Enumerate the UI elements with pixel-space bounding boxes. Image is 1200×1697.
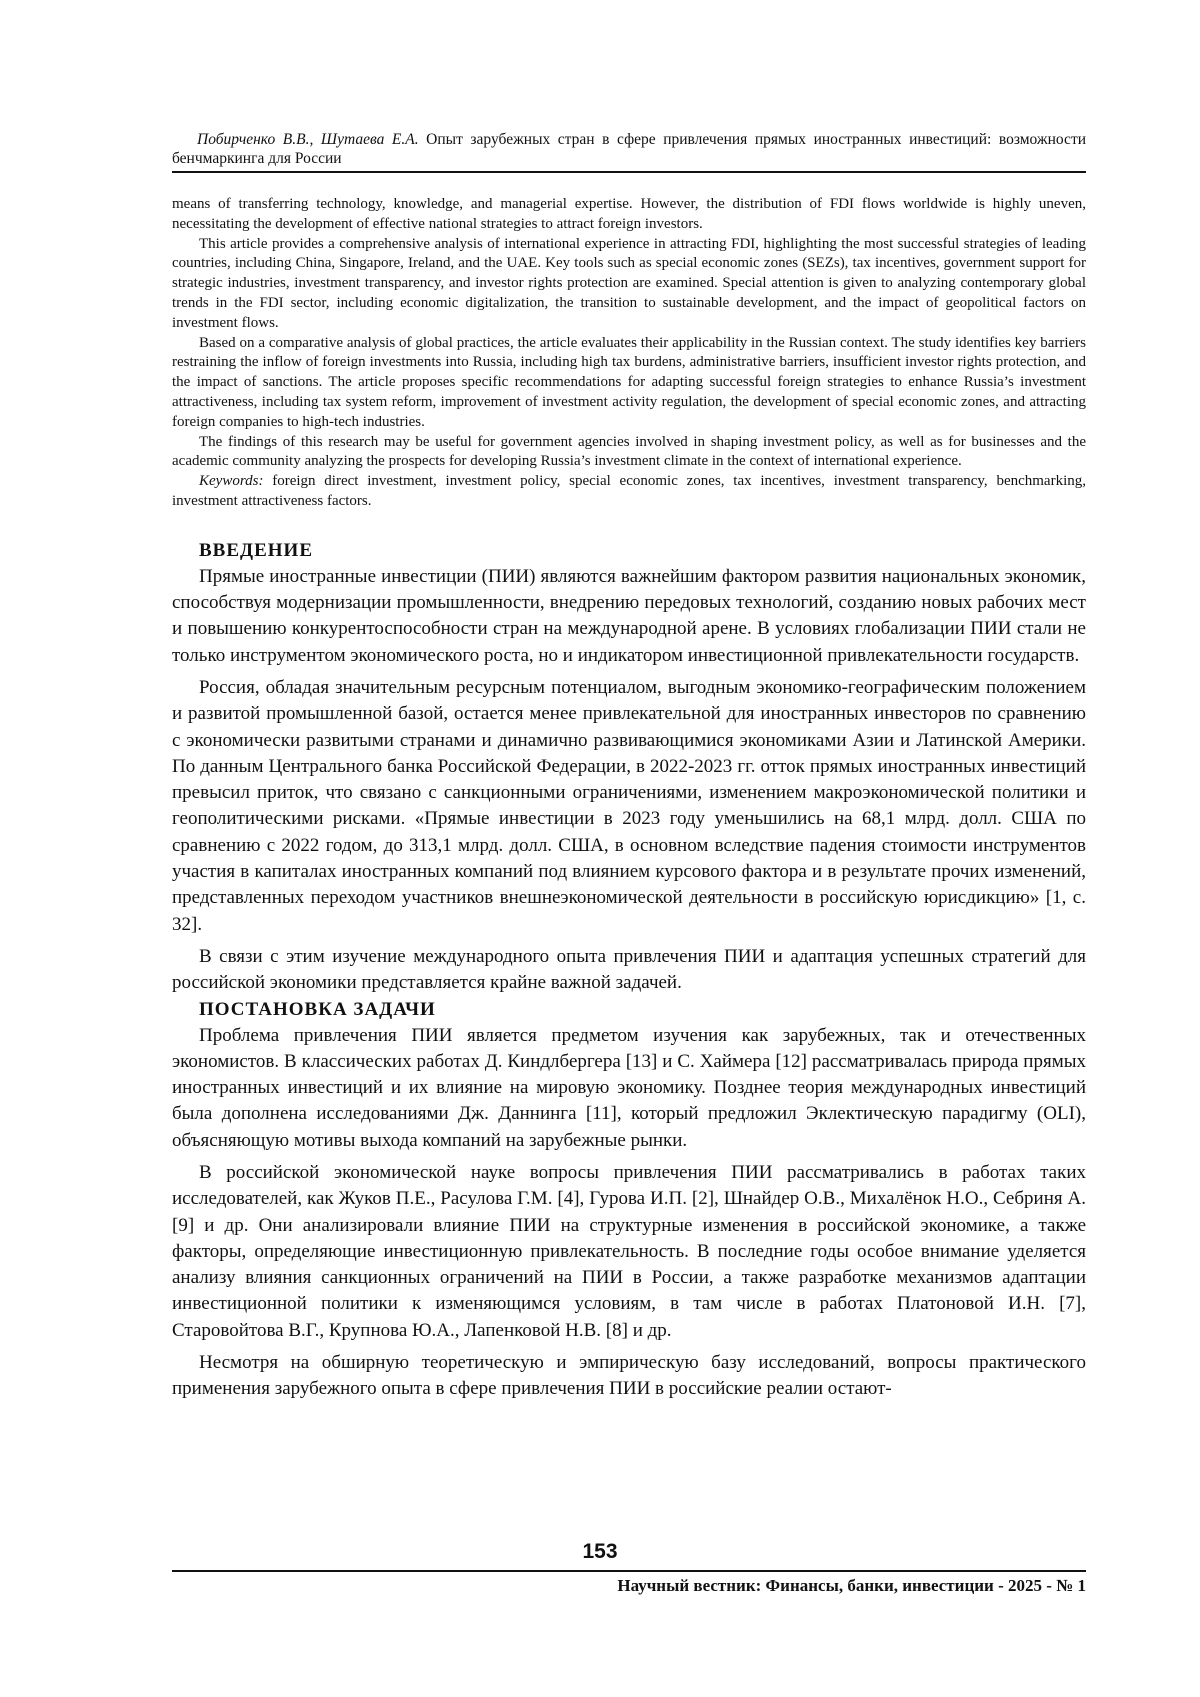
body-paragraph: В российской экономической науке вопросы привлечения ПИИ рассматривались в работах таких исследователей, как Жуков П.Е., Расулова Г.М. [4], Гурова И.П. [2], Шнайдер О.В., Михалёнок Н.О., Себриня А. [9] и др. Они анализировали влияние ПИИ на структурные изменения в российской экономике, а также факторы, определяющие инвестиционную привлекательность. В последние годы особое внимание уделяется анализу влияния санкционных ограничений на ПИИ в России, а также разработке механизмов адаптации инвестиционной политики к изменяющимся условиям, в там числе в работах Платоновой И.Н. [7], Старовойтова В.Г., Крупнова Ю.А., Лапенковой Н.В. [8] и др.: [172, 1161, 1086, 1341]
page-number: 153: [582, 1540, 618, 1563]
page-content: [172, 130, 1086, 1403]
abstract-paragraph: This article provides a comprehensive analysis of international experience in attracting FDI, highlighting the most successful strategies of leading countries, including China, Singapore, Ireland, and the UAE. Key tools such as special economic zones (SEZs), tax incentives, government support for strategic industries, investment transparency, and investor rights protection are examined. Special attention is given to analyzing contemporary global trends in the FDI sector, including economic digitalization, the transition to sustainable development, and the impact of geopolitical factors on investment flows.: [172, 235, 1086, 331]
footer-rule: [172, 1570, 1086, 1572]
body-paragraph: Россия, обладая значительным ресурсным потенциалом, выгодным экономико-географическим положением и развитой промышленной базой, остается менее привлекательной для иностранных инвесторов по сравнению с экономически развитыми странами и динамично развивающимися экономиками Азии и Латинской Америки. По данным Центрального банка Российской Федерации, в 2022-2023 гг. отток прямых иностранных инвестиций превысил приток, что связано с санкционными ограничениями, изменением макроэкономической политики и геополитическими рисками. «Прямые инвестиции в 2023 году уменьшились на 68,1 млрд. долл. США по сравнению с 2022 годом, до 313,1 млрд. долл. США, в основном вследствие падения стоимости инструментов участия в капиталах иностранных компаний под влиянием курсового фактора и в результате прочих изменений, представленных переходом участников внешнеэкономической деятельности в российскую юрисдикцию» [1, с. 32].: [172, 676, 1086, 935]
abstract: [172, 195, 1086, 512]
keywords-text: foreign direct investment, investment policy, special economic zones, tax incentives, investment transparency, benchmarking, investment attractiveness factors.: [172, 473, 1086, 509]
section-heading-introduction: ВВЕДЕНИЕ: [199, 539, 313, 561]
header-rule: [172, 171, 1086, 173]
section-heading-problem-statement: ПОСТАНОВКА ЗАДАЧИ: [199, 998, 436, 1020]
abstract-paragraph: Based on a comparative analysis of global practices, the article evaluates their applicability in the Russian context. The study identifies key barriers restraining the inflow of foreign investments into Russia, including high tax burdens, administrative barriers, insufficient investor rights protection, and the impact of sanctions. The article proposes specific recommendations for adapting successful foreign strategies to enhance Russia’s investment attractiveness, including tax system reform, improvement of investment activity regulation, the development of special economic zones, and attracting foreign companies to high-tech industries.: [172, 334, 1086, 430]
article-body: [172, 538, 1086, 1403]
body-paragraph: Прямые иностранные инвестиции (ПИИ) являются важнейшим фактором развития национальных экономик, способствуя модернизации промышленности, внедрению передовых технологий, созданию новых рабочих мест и повышению конкурентоспособности стран на международной арене. В условиях глобализации ПИИ стали не только инструментом экономического роста, но и индикатором инвестиционной привлекательности государств.: [172, 565, 1086, 666]
running-header: [172, 130, 1086, 168]
keywords-label: Keywords:: [199, 473, 264, 490]
keywords: [172, 472, 1086, 512]
abstract-paragraph: means of transferring technology, knowledge, and managerial expertise. However, the distribution of FDI flows worldwide is highly uneven, necessitating the development of effective national strategies to attract foreign investors.: [172, 196, 1086, 232]
abstract-paragraph: The findings of this research may be useful for government agencies involved in shaping investment policy, as well as for businesses and the academic community analyzing the prospects for developing Russia’s investment climate in the context of international experience.: [172, 433, 1086, 470]
body-paragraph: Проблема привлечения ПИИ является предметом изучения как зарубежных, так и отечественных экономистов. В классических работах Д. Киндлбергера [13] и С. Хаймера [12] рассматривалась природа прямых иностранных инвестиций и их влияние на мировую экономику. Позднее теория международных инвестиций была дополнена исследованиями Дж. Даннинга [11], который предложил Эклектическую парадигму (OLI), объясняющую мотивы выхода компаний на зарубежные рынки.: [172, 1024, 1086, 1151]
journal-footer: Научный вестник: Финансы, банки, инвестиции - 2025 - № 1: [617, 1576, 1086, 1595]
header-title: Опыт зарубежных стран в сфере привлечения прямых иностранных инвестиций: возможности бенчмаркинга для России: [172, 131, 1087, 167]
body-paragraph: Несмотря на обширную теоретическую и эмпирическую базу исследований, вопросы практического применения зарубежного опыта в сфере привлечения ПИИ в российские реалии остают-: [172, 1352, 1086, 1400]
header-authors: Побирченко В.В., Шутаева Е.А.: [197, 131, 419, 148]
body-paragraph: В связи с этим изучение международного опыта привлечения ПИИ и адаптация успешных стратегий для российской экономики представляется крайне важной задачей.: [172, 945, 1086, 994]
